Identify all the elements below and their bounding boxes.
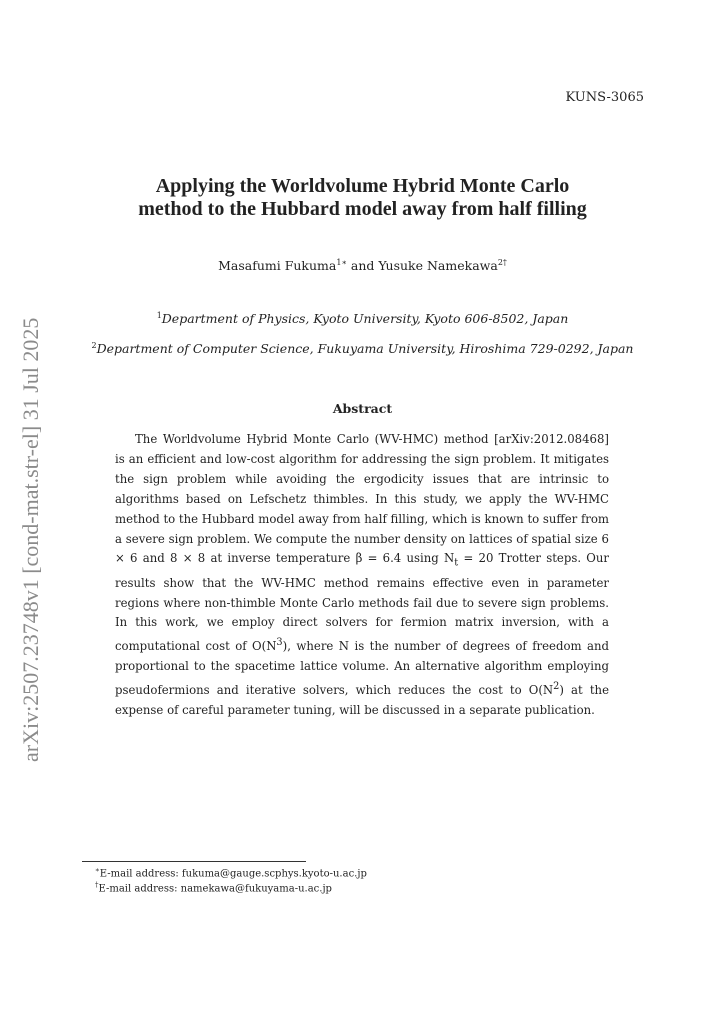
- report-number: KUNS-3065: [565, 90, 644, 105]
- title-line-2: method to the Hubbard model away from half filling: [138, 198, 587, 220]
- abstract-part-4: ) at the expense of careful parameter tuning, will be discussed in a separate publication.: [115, 682, 609, 717]
- affiliation-1: [60, 311, 665, 326]
- author-1-mark: 1∗: [336, 258, 347, 267]
- author-list: [60, 258, 665, 273]
- author-2-mark: 2†: [497, 258, 507, 267]
- footnote-2-text: E-mail address: namekawa@fukuyama-u.ac.jp: [98, 883, 332, 895]
- author-2-name: Yusuke Namekawa: [378, 258, 498, 274]
- affiliation-2-text: Department of Computer Science, Fukuyama University, Hiroshima 729-0292, Japan: [96, 341, 634, 357]
- affiliation-1-text: Department of Physics, Kyoto University, Kyoto 606-8502, Japan: [161, 311, 569, 327]
- footnote-2-mark: †: [95, 881, 99, 889]
- affiliation-2: [60, 341, 665, 356]
- abstract-subscript: t: [454, 557, 459, 569]
- arxiv-stamp: arXiv:2507.23748v1 [cond-mat.str-el] 31 Jul 2025: [18, 317, 43, 762]
- abstract-heading: Abstract: [332, 401, 393, 416]
- footnote-1-text: E-mail address: fukuma@gauge.scphys.kyoto-u.ac.jp: [99, 868, 367, 880]
- abstract-part-3: ), where N is the number of degrees of freedom and proportional to the spacetime lattice volume. An alternative algorithm employing pseudofermions and iterative solvers, which reduces the cost to O(N: [115, 639, 609, 697]
- abstract-part-1: The Worldvolume Hybrid Monte Carlo (WV-HMC) method [arXiv:2012.08468] is an efficient and low-cost algorithm for addressing the sign problem. It mitigates the sign problem while avoiding the ergodicity issues that are intrinsic to algorithms based on Lefschetz thimbles. In this study, we apply the WV-HMC method to the Hubbard model away from half filling, which is known to suffer from a severe sign problem. We compute the number density on lattices of spatial size 6 × 6 and 8 × 8 at inverse temperature β = 6.4 using N: [115, 432, 609, 566]
- affiliation-1-mark: 1: [156, 311, 162, 320]
- paper-title: [60, 175, 665, 221]
- abstract-superscript-2: 2: [553, 681, 560, 693]
- footnote-1: [95, 866, 367, 879]
- affiliation-2-mark: 2: [91, 341, 97, 350]
- abstract-part-2: = 20 Trotter steps. Our results show that the WV-HMC method remains effective even in parameter regions where non-thimble Monte Carlo methods fail due to severe sign problems. In this work, we employ direct solvers for fermion matrix inversion, with a computational cost of O(N: [115, 551, 609, 654]
- abstract-body: [115, 430, 609, 721]
- author-separator: and: [346, 258, 379, 274]
- abstract-superscript-1: 3: [276, 637, 283, 649]
- footnote-rule: [82, 861, 306, 862]
- title-line-1: Applying the Worldvolume Hybrid Monte Carlo: [155, 175, 570, 197]
- author-1-name: Masafumi Fukuma: [218, 258, 337, 274]
- footnote-1-mark: ∗: [95, 866, 100, 874]
- footnote-2: [95, 881, 332, 894]
